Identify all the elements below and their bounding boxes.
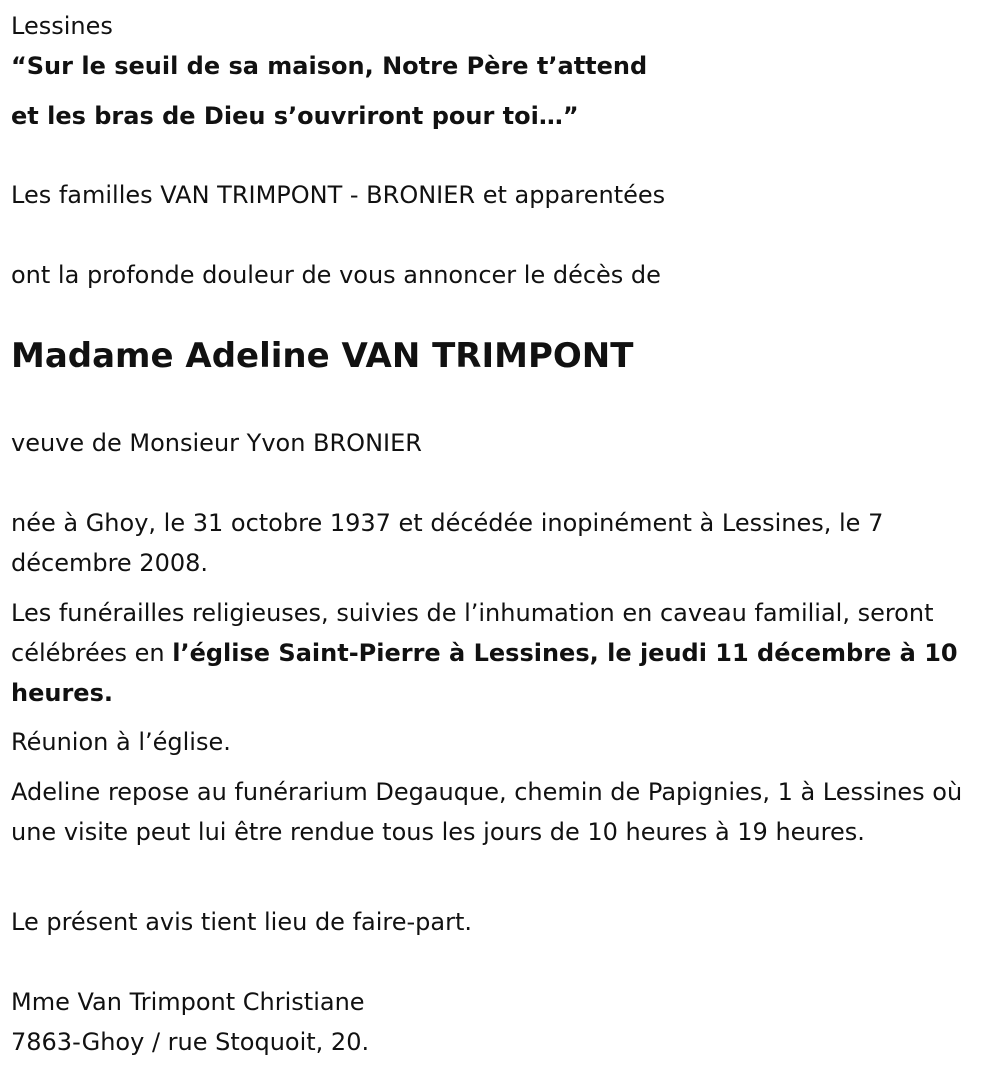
faire-part-text: Le présent avis tient lieu de faire-part.	[11, 908, 473, 936]
contact-address: 7863-Ghoy / rue Stoquoit, 20.	[11, 1028, 370, 1056]
deceased-name: Madame Adeline VAN TRIMPONT	[11, 336, 634, 376]
funeral-text	[11, 593, 971, 713]
contact-name: Mme Van Trimpont Christiane	[11, 988, 365, 1016]
quote-line-2: et les bras de Dieu s’ouvriront pour toi…”	[11, 102, 579, 130]
widow-of-text: veuve de Monsieur Yvon BRONIER	[11, 429, 422, 457]
meeting-text: Réunion à l’église.	[11, 728, 231, 756]
funeral-place-time: l’église Saint-Pierre à Lessines, le jeudi 11 décembre à 10 heures.	[11, 639, 958, 707]
announcement-text: ont la profonde douleur de vous annoncer le décès de	[11, 261, 661, 289]
families-text: Les familles VAN TRIMPONT - BRONIER et apparentées	[11, 181, 666, 209]
visitation-text: Adeline repose au funérarium Degauque, chemin de Papignies, 1 à Lessines où une visite peut lui être rendue tous les jours de 10 heures à 19 heures.	[11, 778, 963, 846]
quote-line-1: “Sur le seuil de sa maison, Notre Père t’attend	[11, 52, 648, 80]
birth-death-text: née à Ghoy, le 31 octobre 1937 et décédée inopinément à Lessines, le 7 décembre 2008.	[11, 509, 884, 577]
funeral-intro: Les funérailles religieuses, suivies de l’inhumation en caveau familial, seront célébrées en	[11, 599, 934, 667]
place-name: Lessines	[11, 12, 113, 40]
